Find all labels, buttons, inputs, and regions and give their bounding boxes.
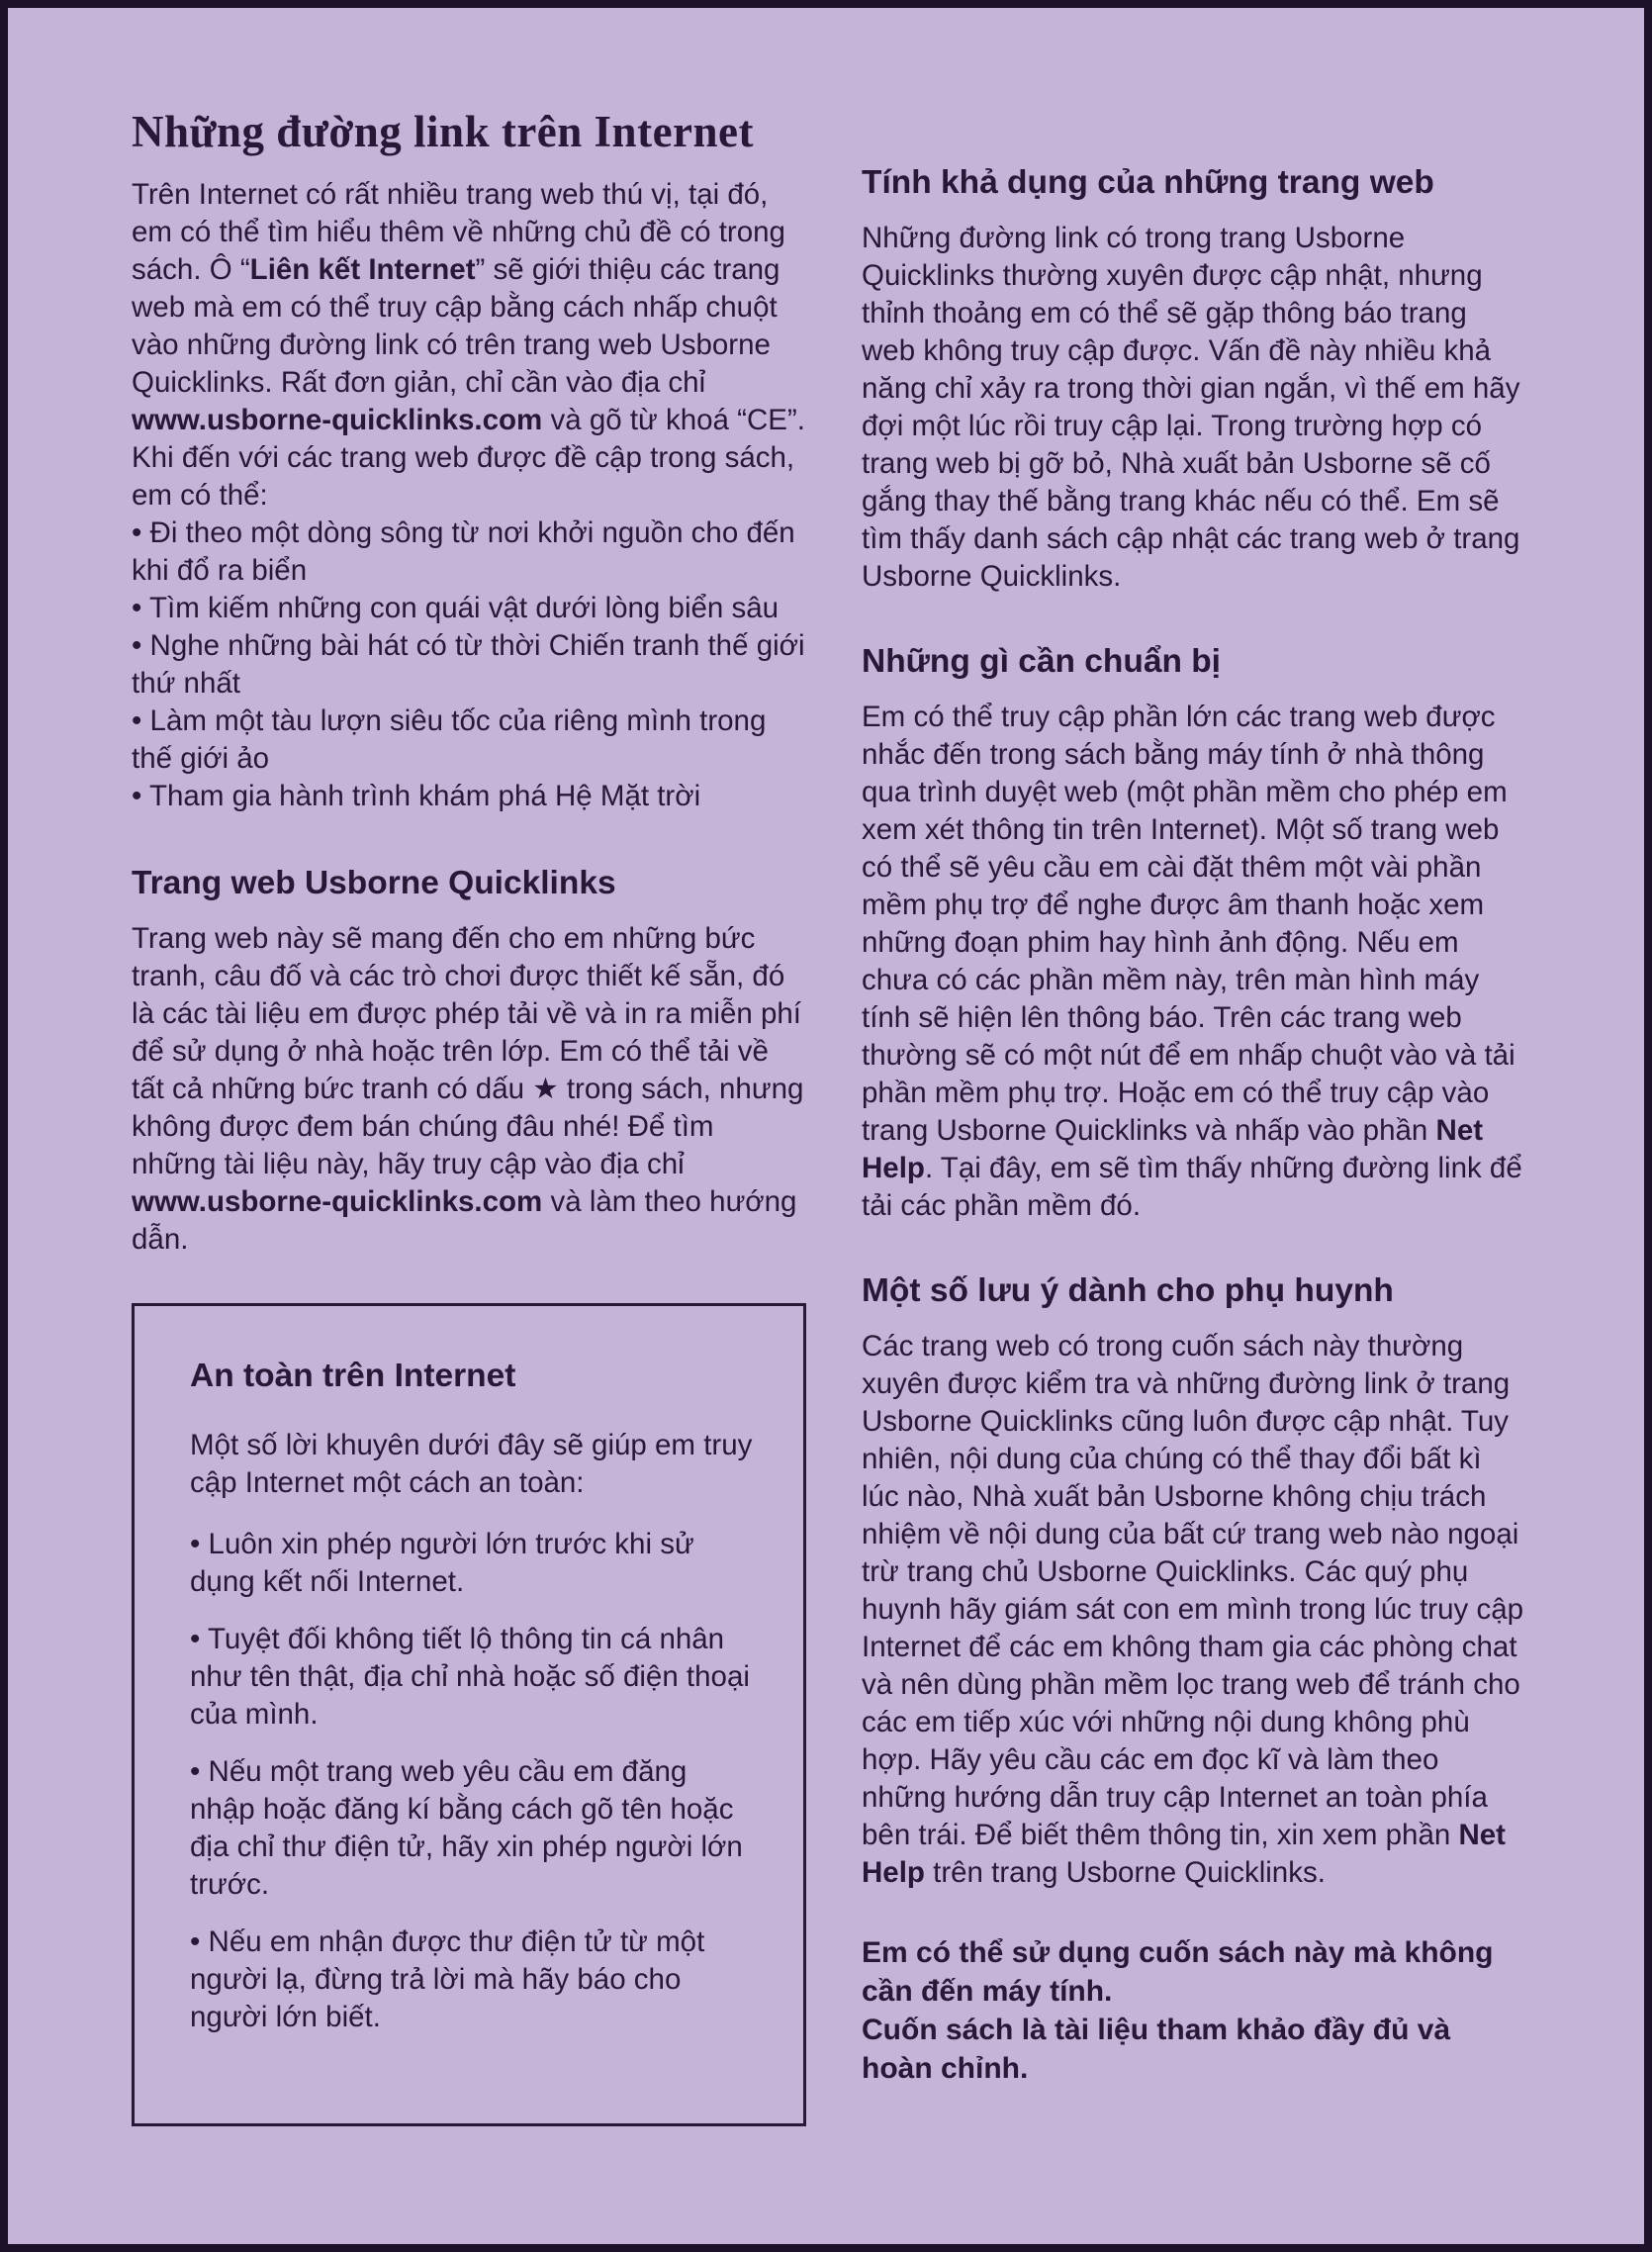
left-column bbox=[132, 107, 806, 2126]
safety-list-item bbox=[190, 1621, 756, 1734]
page-title: Những đường link trên Internet bbox=[132, 107, 755, 156]
list-item bbox=[132, 627, 806, 703]
availability-paragraph: Những đường link có trong trang Usborne Quicklinks thường xuyên được cập nhật, nhưng thỉnh thoảng em có thể sẽ gặp thông báo trang web không truy cập được. Vấn đề này nhiều khả năng chỉ xảy ra trong thời gian ngắn, vì thế em hãy đợi một lúc rồi truy cập lại. Trong trường hợp có trang web bị gỡ bỏ, Nhà xuất bản Usborne sẽ cố gắng thay thế bằng trang khác nếu có thể. Em sẽ tìm thấy danh sách cập nhật các trang web ở trang Usborne Quicklinks. bbox=[862, 222, 1520, 593]
list-item-text: Đi theo một dòng sông từ nơi khởi nguồn cho đến khi đổ ra biển bbox=[132, 516, 795, 587]
safety-item-text: Tuyệt đối không tiết lộ thông tin cá nhân như tên thật, địa chỉ nhà hoặc số điện thoại của mình. bbox=[190, 1623, 750, 1731]
requirements-text: Em có thể truy cập phần lớn các trang web được nhắc đến trong sách bằng máy tính ở nhà thông qua trình duyệt web (một phần mềm cho phép em xem xét thông tin trên Internet). Một số trang web có thể sẽ yêu cầu em cài đặt thêm một vài phần mềm phụ trợ để nghe được âm thanh hoặc xem những đoạn phim hay hình ảnh động. Nếu em chưa có các phần mềm này, trên màn hình máy tính sẽ hiện lên thông báo. Trên các trang web thường sẽ có một nút để em nhấp chuột vào và tải phần mềm phụ trợ. Hoặc em có thể truy cập vào trang Usborne Quicklinks và nhấp vào phần bbox=[862, 701, 1515, 1147]
quicklinks-url: www.usborne-quicklinks.com bbox=[132, 404, 543, 436]
list-item bbox=[132, 703, 806, 778]
right-column bbox=[862, 107, 1526, 2126]
section-heading-parents-note: Một số lưu ý dành cho phụ huynh bbox=[862, 1272, 1394, 1309]
requirements-text: . Tại đây, em sẽ tìm thấy những đường link để tải các phần mềm đó. bbox=[862, 1152, 1522, 1222]
closing-note-line: Em có thể sử dụng cuốn sách này mà không cần đến máy tính. bbox=[862, 1936, 1494, 2008]
safety-item-text: Luôn xin phép người lớn trước khi sử dụng kết nối Internet. bbox=[190, 1528, 694, 1598]
quicklinks-text: và làm theo hướng dẫn. bbox=[132, 1185, 797, 1256]
section-heading-requirements: Những gì cần chuẩn bị bbox=[862, 643, 1221, 680]
bullet-icon: • bbox=[190, 1528, 201, 1560]
bullet-icon: • bbox=[132, 629, 142, 662]
bullet-icon: • bbox=[132, 592, 142, 624]
safety-list-item bbox=[190, 1753, 756, 1904]
quicklinks-url: www.usborne-quicklinks.com bbox=[132, 1185, 543, 1218]
parents-note-text: trên trang Usborne Quicklinks. bbox=[924, 1856, 1326, 1889]
safety-box-heading: An toàn trên Internet bbox=[190, 1358, 516, 1394]
list-item bbox=[132, 778, 806, 815]
list-item bbox=[132, 515, 806, 590]
section-parents-note bbox=[862, 1270, 1526, 1892]
bullet-icon: • bbox=[132, 516, 142, 549]
section-requirements bbox=[862, 641, 1526, 1225]
intro-text: Trên Internet có rất nhiều trang web thú vị, tại đó, em có thể tìm hiểu thêm về những chủ đề có trong sách. Ô “ bbox=[132, 178, 785, 286]
safety-list-item bbox=[190, 1924, 756, 2036]
section-heading-availability: Tính khả dụng của những trang web bbox=[862, 164, 1434, 201]
list-item-text: Làm một tàu lượn siêu tốc của riêng mình trong thế giới ảo bbox=[132, 704, 767, 775]
parents-note-text: Các trang web có trong cuốn sách này thường xuyên được kiểm tra và những đường link ở trang Usborne Quicklinks cũng luôn được cập nhật. Tuy nhiên, nội dung của chúng có thể thay đổi bất kì lúc nào, Nhà xuất bản Usborne không chịu trách nhiệm về nội dung của bất cứ trang web nào ngoại trừ trang chủ Usborne Quicklinks. Các quý phụ huynh hãy giám sát con em mình trong lúc truy cập Internet để các em không tham gia các phòng chat và nên dùng phần mềm lọc trang web để tránh cho các em tiếp xúc với những nội dung không phù hợp. Hãy yêu cầu các em đọc kĩ và làm theo những hướng dẫn truy cập Internet an toàn phía bên trái. Để biết thêm thông tin, xin xem phần bbox=[862, 1330, 1524, 1851]
intro-text: ” sẽ giới thiệu các trang web mà em có thể truy cập bằng cách nhấp chuột vào những đường link có trên trang web Usborne Quicklinks. Rất đơn giản, chỉ cần vào địa chỉ bbox=[132, 253, 780, 399]
book-page bbox=[8, 8, 1644, 2126]
net-help-label: Net Help bbox=[862, 1819, 1507, 1889]
quicklinks-text: Trang web này sẽ mang đến cho em những bức tranh, câu đố và các trò chơi được thiết kế sẵn, đó là các tài liệu em được phép tải về và in ra miễn phí để sử dụng ở nhà hoặc trên lớp. Em có thể tải về tất cả những bức tranh có dấu ★ trong sách, nhưng không được đem bán chúng đâu nhé! Để tìm những tài liệu này, hãy truy cập vào địa chỉ bbox=[132, 922, 804, 1180]
internet-links-label: Liên kết Internet bbox=[249, 253, 476, 286]
bullet-icon: • bbox=[132, 780, 142, 812]
requirements-paragraph bbox=[862, 699, 1526, 1225]
bullet-icon: • bbox=[190, 1755, 201, 1788]
intro-text: và gõ từ khoá “CE”. Khi đến với các trang web được đề cập trong sách, em có thể: bbox=[132, 404, 805, 512]
quicklinks-paragraph bbox=[132, 920, 806, 1259]
section-heading-quicklinks: Trang web Usborne Quicklinks bbox=[132, 865, 616, 901]
section-availability bbox=[862, 162, 1526, 596]
intro-paragraph bbox=[132, 176, 806, 515]
parents-note-paragraph bbox=[862, 1328, 1526, 1892]
safety-box bbox=[132, 1303, 806, 2126]
list-item-text: Tham gia hành trình khám phá Hệ Mặt trời bbox=[149, 780, 701, 812]
bullet-icon: • bbox=[132, 704, 142, 737]
list-item bbox=[132, 590, 806, 627]
list-item-text: Nghe những bài hát có từ thời Chiến tranh thế giới thứ nhất bbox=[132, 629, 805, 700]
safety-item-text: Nếu em nhận được thư điện tử từ một người lạ, đừng trả lời mà hãy báo cho người lớn biết. bbox=[190, 1925, 705, 2033]
safety-item-text: Nếu một trang web yêu cầu em đăng nhập hoặc đăng kí bằng cách gõ tên hoặc địa chỉ thư điện tử, hãy xin phép người lớn trước. bbox=[190, 1755, 743, 1901]
net-help-label: Net Help bbox=[862, 1114, 1484, 1184]
safety-list-item bbox=[190, 1526, 756, 1601]
closing-note-line: Cuốn sách là tài liệu tham khảo đầy đủ và hoàn chỉnh. bbox=[862, 2014, 1451, 2085]
bullet-icon: • bbox=[190, 1925, 201, 1958]
list-item-text: Tìm kiếm những con quái vật dưới lòng biển sâu bbox=[149, 592, 780, 624]
activity-list bbox=[132, 515, 806, 815]
safety-intro: Một số lời khuyên dưới đây sẽ giúp em truy cập Internet một cách an toàn: bbox=[190, 1429, 753, 1499]
bullet-icon: • bbox=[190, 1623, 201, 1655]
closing-note bbox=[862, 1933, 1526, 2088]
